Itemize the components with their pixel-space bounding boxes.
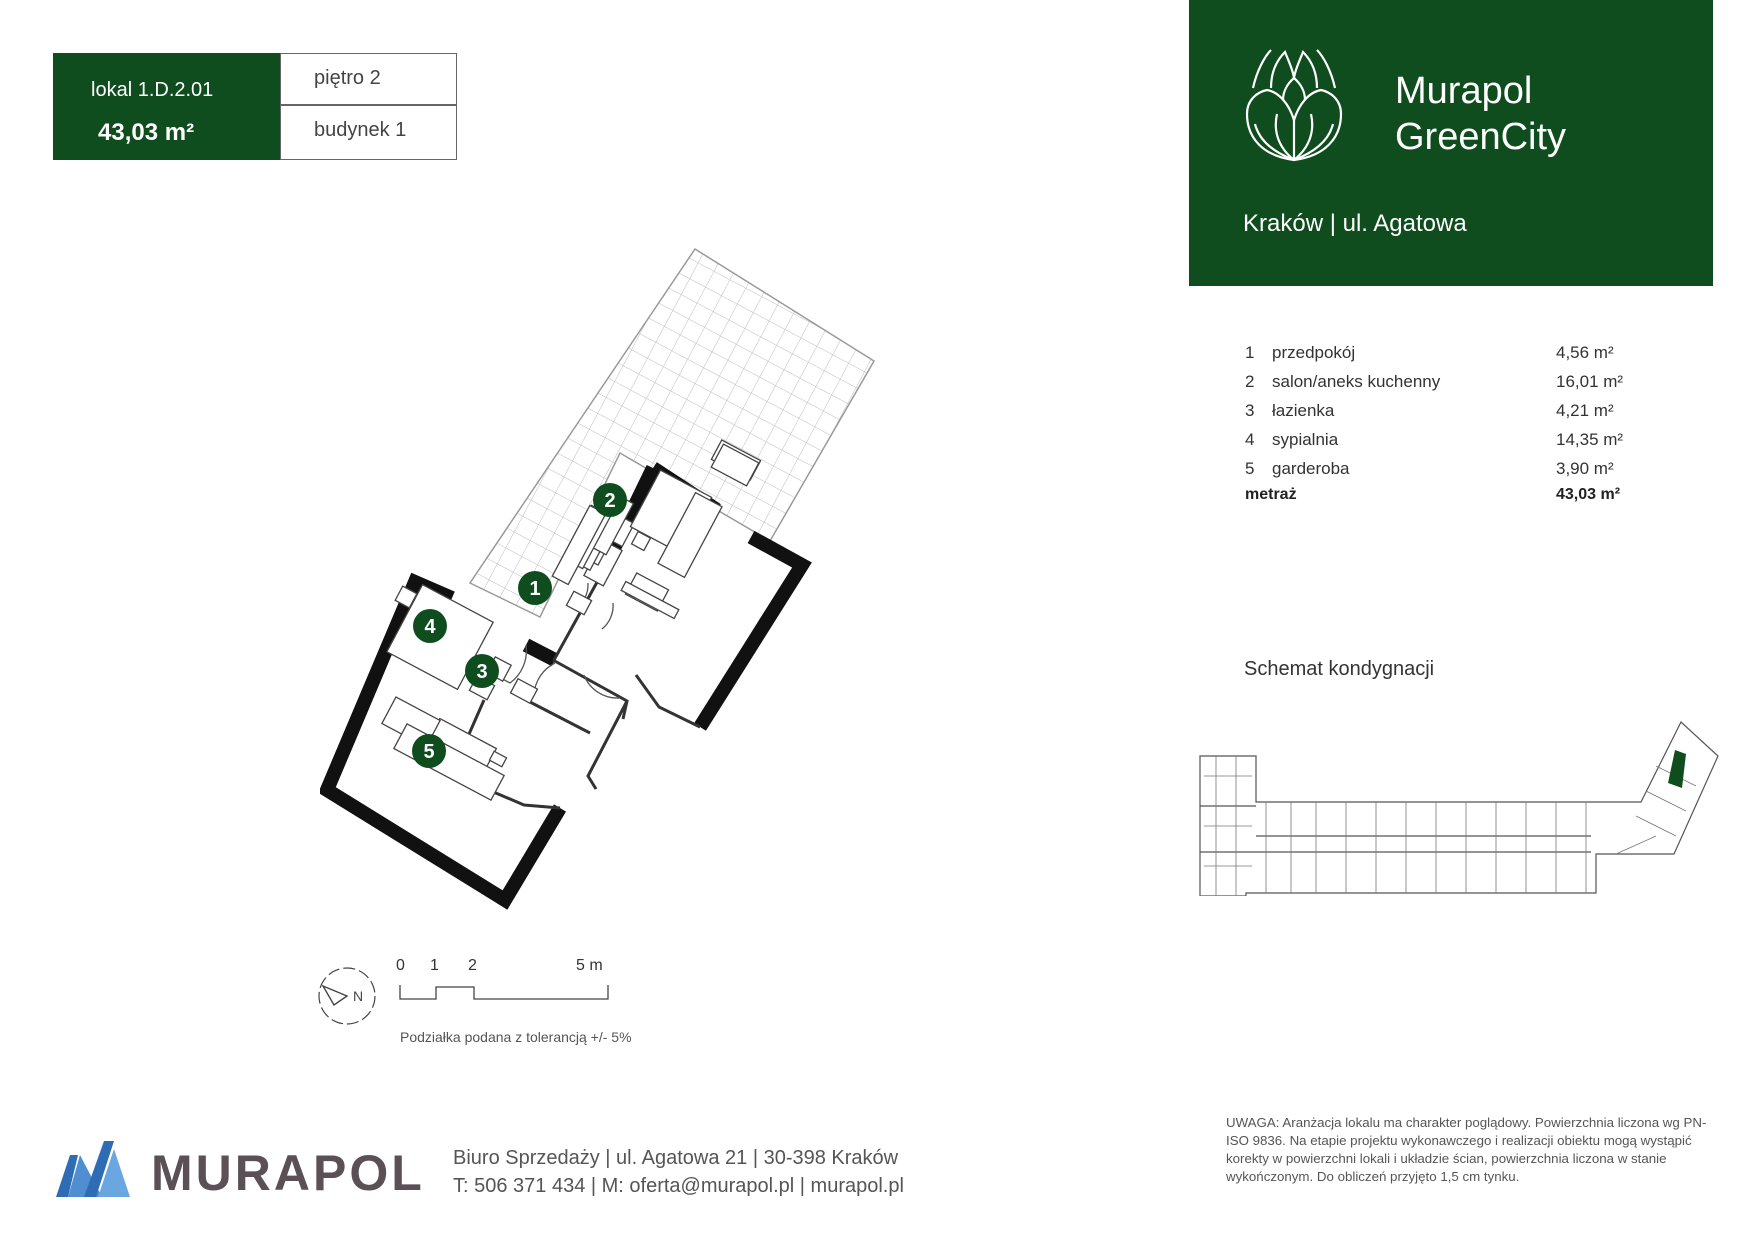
floor-plan: [320, 245, 890, 915]
unit-info-box: [53, 53, 457, 160]
total-row: [1245, 486, 1625, 504]
scale-label-5m: 5 m: [576, 957, 603, 974]
sales-office-address: Biuro Sprzedaży | ul. Agatowa 21 | 30-398 Kraków: [453, 1147, 899, 1169]
room-row: [1245, 372, 1625, 401]
room-number: 5: [1245, 459, 1255, 478]
room-name: przedpokój: [1272, 343, 1356, 362]
scale-label-2: 2: [468, 957, 477, 974]
svg-text:2: 2: [604, 490, 616, 512]
room-row: [1245, 459, 1625, 488]
unit-location-marker: [1668, 750, 1686, 788]
room-badge-3: [465, 654, 499, 688]
total-area: 43,03 m²: [1556, 486, 1621, 503]
floor-cell: [280, 53, 457, 105]
brand-name: [1395, 68, 1566, 160]
room-area: 16,01 m²: [1556, 372, 1624, 391]
room-name: salon/aneks kuchenny: [1272, 372, 1441, 391]
brand-name-line1: Murapol: [1395, 70, 1533, 112]
svg-text:N: N: [353, 988, 364, 1004]
room-name: łazienka: [1272, 401, 1335, 420]
room-row: [1245, 430, 1625, 459]
room-area: 3,90 m²: [1556, 459, 1614, 478]
scale-labels: [390, 957, 620, 979]
floor-schema-title: Schemat kondygnacji: [1244, 658, 1435, 680]
room-name: sypialnia: [1272, 430, 1339, 449]
building-label: budynek 1: [314, 119, 407, 141]
brand-name-line2: GreenCity: [1395, 116, 1567, 158]
unit-area: 43,03 m²: [98, 119, 195, 146]
unit-number: lokal 1.D.2.01: [91, 79, 214, 101]
scale-bar: [398, 983, 610, 1003]
room-badge-1: [518, 571, 552, 605]
room-badge-5: [412, 734, 446, 768]
total-label: metraż: [1245, 486, 1297, 503]
room-number: 1: [1245, 343, 1255, 362]
room-number: 2: [1245, 372, 1255, 391]
room-name: garderoba: [1272, 459, 1350, 478]
room-row: [1245, 401, 1625, 430]
room-area: 4,21 m²: [1556, 401, 1614, 420]
disclaimer-note: UWAGA: Aranżacja lokalu ma charakter poglądowy. Powierzchnia liczona wg PN-ISO 9836. Na etapie projektu wykonawczego i realizacji obiektu mogą wystąpić korekty w powierzchni lokali i układzie ścian, powierzchnia liczona w stanie wykończonym. Do obliczeń przyjęto 1,5 cm tynku.: [1226, 1115, 1707, 1184]
tulip-logo-icon: [1243, 48, 1345, 162]
unit-info-green-panel: [53, 53, 280, 160]
svg-text:5: 5: [423, 741, 435, 763]
floor-label: piętro 2: [314, 67, 381, 89]
brand-panel: [1189, 0, 1713, 286]
room-badge-2: [593, 483, 627, 517]
room-badge-4: [413, 609, 447, 643]
scale-tolerance-note: Podziałka podana z tolerancją +/- 5%: [400, 1029, 632, 1045]
room-area: 14,35 m²: [1556, 430, 1624, 449]
svg-text:3: 3: [476, 661, 488, 683]
building-cell: [280, 105, 457, 160]
floor-schema: [1196, 716, 1721, 896]
sales-office-contact[interactable]: T: 506 371 434 | M: oferta@murapol.pl | murapol.pl: [453, 1175, 904, 1197]
room-number: 4: [1245, 430, 1255, 449]
murapol-wordmark: MURAPOL: [151, 1145, 425, 1201]
compass-north-icon: [316, 965, 378, 1027]
room-number: 3: [1245, 401, 1255, 420]
svg-text:1: 1: [529, 578, 541, 600]
murapol-logo-icon: [56, 1141, 130, 1197]
room-area: 4,56 m²: [1556, 343, 1614, 362]
brand-location: Kraków | ul. Agatowa: [1243, 210, 1467, 237]
svg-text:4: 4: [424, 616, 436, 638]
scale-label-1: 1: [430, 957, 439, 974]
room-row: [1245, 343, 1625, 372]
scale-label-0: 0: [396, 957, 405, 974]
